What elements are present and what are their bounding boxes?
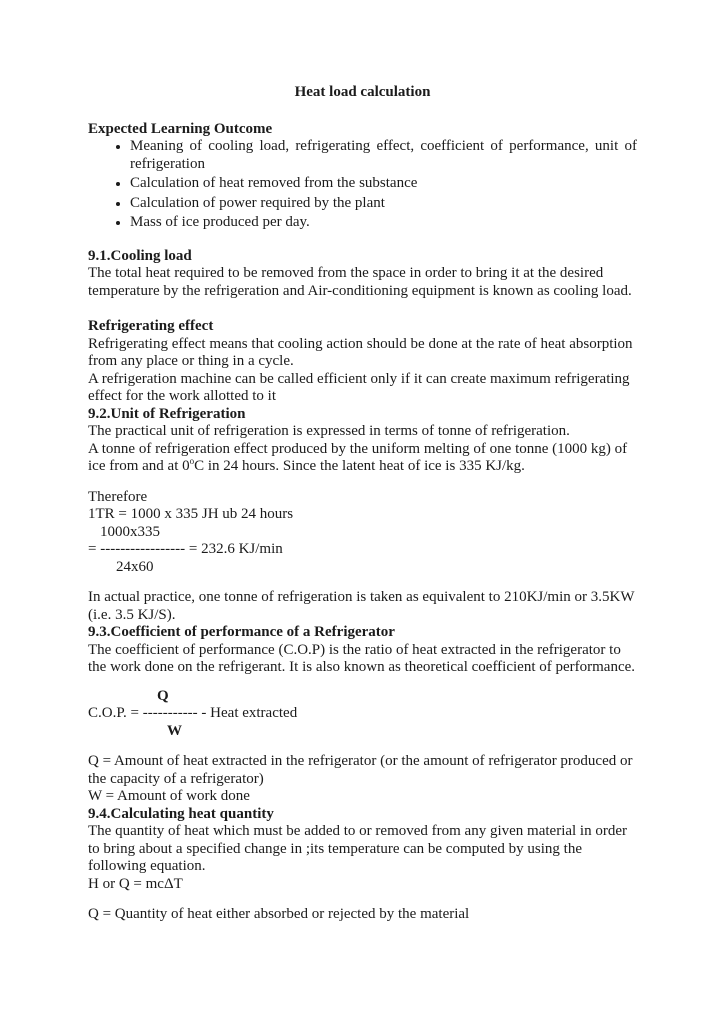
therefore-label: Therefore	[88, 488, 148, 505]
para2-text-after: C in 24 hours. Since the latent heat of ice is 335 KJ/kg.	[194, 458, 525, 474]
page-title: Heat load calculation	[294, 84, 431, 100]
tr-equation-line: 1TR = 1000 x 335 JH ub 24 hours	[88, 506, 294, 522]
section-9-4-heading: 9.4.Calculating heat quantity	[88, 805, 274, 822]
section-9-2-para1: The practical unit of refrigeration is expressed in terms of tonne of refrigeration.	[88, 423, 570, 439]
refrigerating-effect-para1: Refrigerating effect means that cooling action should be done at the rate of heat absorption from any place or thing in a cycle.	[88, 335, 633, 369]
fraction-result-line: = ----------------- = 232.6 KJ/min	[88, 541, 283, 557]
learning-outcome-list	[88, 138, 637, 232]
section-9-3-body: The coefficient of performance (C.O.P) is the ratio of heat extracted in the refrigerator to the work done on the refrigerant. It is also known as theoretical coefficient of performance.	[88, 641, 636, 675]
fraction-denominator: 24x60	[116, 558, 154, 575]
list-item: • Calculation of power required by the plant	[130, 195, 637, 213]
section-9-2-heading: 9.2.Unit of Refrigeration	[88, 405, 246, 422]
cop-w-definition: W = Amount of work done	[88, 788, 250, 804]
therefore-block	[88, 489, 637, 577]
refrigerating-effect-heading: Refrigerating effect	[88, 318, 214, 334]
section-9-1-heading: 9.1.Cooling load	[88, 247, 192, 264]
actual-practice-para: In actual practice, one tonne of refrigeration is taken as equivalent to 210KJ/min or 3.5KW (i.e. 3.5 KJ/S).	[88, 589, 635, 623]
cop-numerator: Q	[157, 687, 169, 704]
list-item: • Calculation of heat removed from the substance	[130, 175, 637, 193]
section-9-3-heading: 9.3.Coefficient of performance of a Refrigerator	[88, 624, 395, 640]
heat-q-definition: Q = Quantity of heat either absorbed or rejected by the material	[88, 906, 470, 922]
learning-outcome-heading: Expected Learning Outcome	[88, 120, 273, 137]
fraction-numerator: 1000x335	[100, 523, 160, 540]
cop-formula-block	[88, 688, 637, 741]
section-9-1-body: The total heat required to be removed from the space in order to bring it at the desired temperature by the refrigeration and Air-conditioning equipment is known as cooling load.	[88, 265, 632, 299]
refrigerating-effect-para2: A refrigeration machine can be called efficient only if it can create maximum refrigerating effect for the work allotted to it	[88, 370, 630, 404]
cop-q-definition: Q = Amount of heat extracted in the refrigerator (or the amount of refrigerator produced or the capacity of a refrigerator)	[88, 753, 633, 787]
list-item: • Mass of ice produced per day.	[130, 214, 637, 232]
section-9-2-para2	[88, 441, 637, 476]
heat-equation: H or Q = mcΔT	[88, 875, 183, 892]
para2-text-before: A tonne of refrigeration effect produced by the uniform melting of one tonne (1000 kg) of ice from and at 0	[88, 440, 628, 474]
cop-equation-line: C.O.P. = ----------- - Heat extracted	[88, 705, 298, 721]
section-9-4-body: The quantity of heat which must be added to or removed from any given material in order to bring about a specified change in ;its temperature can be computed by using the following equation.	[88, 823, 627, 874]
list-item: • Meaning of cooling load, refrigerating effect, coefficient of performance, unit of refrigeration	[130, 138, 637, 173]
cop-denominator: W	[167, 722, 182, 739]
degree-superscript: o	[189, 456, 195, 466]
